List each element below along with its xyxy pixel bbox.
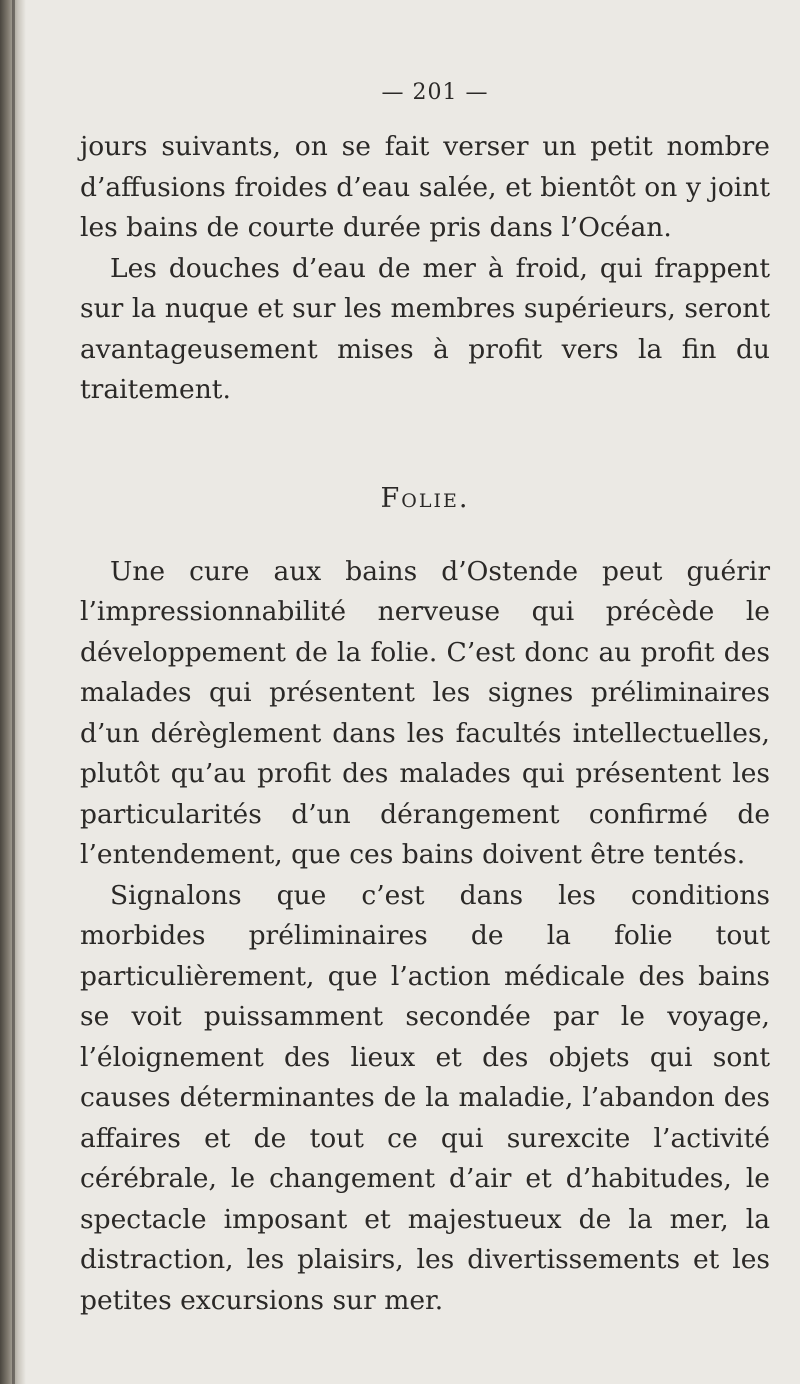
section-heading-folie: Folie. bbox=[380, 482, 470, 514]
signalons-paragraph: Signalons que c’est dans les conditions morbides préliminaires de la folie tout particulièrement, que l’action médicale des bains se voit puissamment secondée par le voyage, l’éloignement des lieux et des objets qui sont causes déterminantes de la maladie, l’abandon des affaires et de tout ce qui surexcite l’activité cérébrale, le changement d’air et d’habitudes, le spectacle imposant et majestueux de la mer, la distraction, les plaisirs, les divertissements et les petites excursions sur mer. bbox=[80, 879, 770, 1316]
book-page bbox=[80, 80, 770, 1321]
continuation-paragraph: jours suivants, on se fait verser un petit nombre d’affusions froides d’eau salée, et bientôt on y joint les bains de courte durée pris dans l’Océan. bbox=[80, 131, 770, 243]
cure-paragraph: Une cure aux bains d’Ostende peut guérir l’impressionnabilité nerveuse qui précède le développement de la folie. C’est donc au profit des malades qui présentent les signes préliminaires d’un dérèglement dans les facultés intellectuelles, plutôt qu’au profit des malades qui présentent les particularités d’un dérangement confirmé de l’entendement, que ces bains doivent être tentés. bbox=[80, 555, 770, 870]
douches-paragraph: Les douches d’eau de mer à froid, qui frappent sur la nuque et sur les membres supérieurs, seront avantageusement mises à profit vers la fin du traitement. bbox=[80, 252, 770, 405]
page-number: — 201 — bbox=[381, 80, 489, 105]
binding-shadow bbox=[12, 0, 15, 1384]
